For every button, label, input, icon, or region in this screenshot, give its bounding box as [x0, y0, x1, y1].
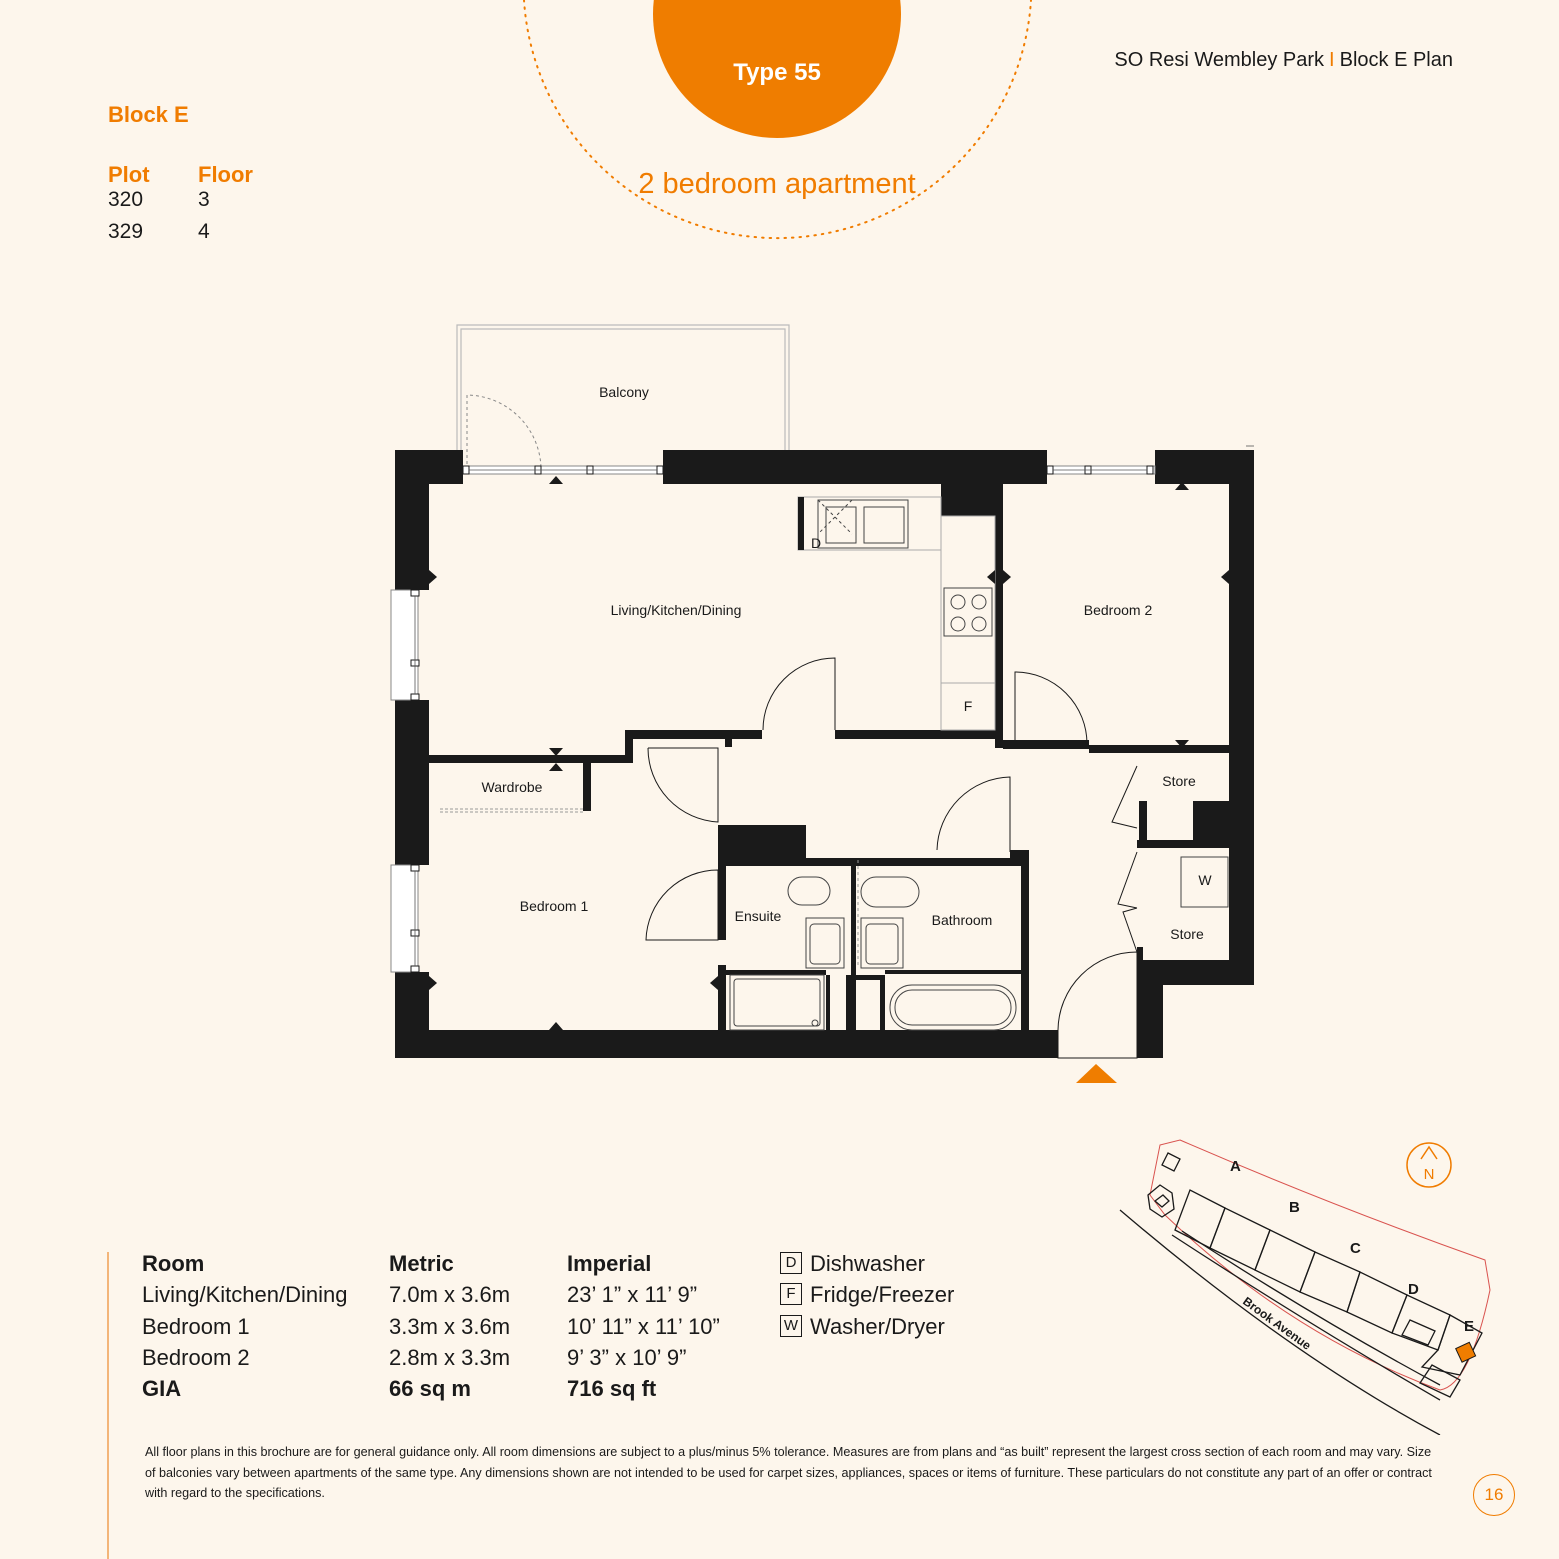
- appliance-mark-dishwasher: D: [810, 535, 822, 551]
- table-cell-imperial: 9’ 3” x 10’ 9”: [567, 1345, 687, 1370]
- building-blocks: [1120, 1153, 1482, 1435]
- plan-name: Block E Plan: [1339, 49, 1453, 71]
- key-label: Fridge/Freezer: [810, 1282, 955, 1307]
- room-label-store: Store: [1170, 926, 1204, 942]
- balcony-door-swing: [467, 395, 541, 470]
- room-label-bathroom: Bathroom: [931, 912, 993, 928]
- type-label: Type 55: [733, 59, 821, 86]
- plot-cell: 320: [108, 188, 144, 211]
- north-arrow-icon: [1407, 1143, 1451, 1187]
- key-item: [780, 1282, 954, 1308]
- key-item: [780, 1251, 925, 1277]
- table-total-imperial: 716 sq ft: [567, 1376, 657, 1401]
- key-label: Dishwasher: [810, 1251, 925, 1276]
- table-total-metric: 66 sq m: [389, 1376, 471, 1401]
- header-separator: I: [1329, 49, 1335, 71]
- block-title: Block E: [108, 102, 189, 127]
- appliance-mark-fridge: F: [963, 698, 973, 714]
- development-name: SO Resi Wembley Park: [1114, 49, 1325, 71]
- table-cell-room: Bedroom 2: [142, 1345, 250, 1370]
- entrance-arrow: [1076, 1064, 1117, 1083]
- floor-cell: 3: [198, 188, 210, 211]
- table-header-room: Room: [142, 1251, 205, 1276]
- table-cell-metric: 7.0m x 3.6m: [389, 1282, 511, 1307]
- site-plan: [1110, 1135, 1510, 1435]
- table-cell-room: Bedroom 1: [142, 1314, 250, 1339]
- table-header-metric: Metric: [389, 1251, 454, 1276]
- site-highlight: [1456, 1342, 1476, 1362]
- disclaimer: All floor plans in this brochure are for general guidance only. All room dimensions are subject to a plus/minus 5% tolerance. Measures are from plans and “as built” represent the largest cross section of each room and may vary. Size of balconies vary between apartments of the same type. Any dimensions shown are not intended to be used for carpet sizes, appliances, spaces or items of furniture. These particulars do not constitute any part of an offer or contract with regard to the specifications.: [145, 1445, 1432, 1500]
- page-number: 16: [1473, 1474, 1515, 1516]
- table-cell-imperial: 23’ 1” x 11’ 9”: [567, 1282, 698, 1307]
- room-label-store: Store: [1162, 773, 1196, 789]
- appliance-mark-washer: W: [1198, 872, 1212, 888]
- site-block-label: E: [1464, 1318, 1475, 1335]
- key-code: F: [780, 1283, 802, 1305]
- room-label-balcony: Balcony: [599, 384, 649, 400]
- room-label-bedroom1: Bedroom 1: [519, 898, 589, 914]
- room-label-living: Living/Kitchen/Dining: [610, 602, 742, 618]
- floor-header: Floor: [198, 162, 253, 187]
- windows: [391, 466, 1155, 972]
- kitchen-sink: [818, 500, 908, 548]
- kitchen-units: [798, 497, 995, 730]
- street-label: Brook Avenue: [1240, 1294, 1314, 1353]
- walls: [395, 450, 1254, 1058]
- key-item: [780, 1314, 945, 1340]
- table-cell-metric: 2.8m x 3.3m: [389, 1345, 511, 1370]
- plot-cell: 329: [108, 220, 144, 243]
- table-header-imperial: Imperial: [567, 1251, 652, 1276]
- apartment-subtitle: 2 bedroom apartment: [638, 168, 916, 200]
- hob: [944, 588, 992, 636]
- site-block-label: A: [1230, 1158, 1241, 1175]
- table-cell-metric: 3.3m x 3.6m: [389, 1314, 511, 1339]
- accent-line: [107, 1252, 109, 1559]
- site-boundary: [1150, 1140, 1490, 1390]
- room-label-wardrobe: Wardrobe: [481, 779, 543, 795]
- table-cell-imperial: 10’ 11” x 11’ 10”: [567, 1314, 720, 1339]
- room-label-ensuite: Ensuite: [734, 908, 782, 924]
- site-block-label: D: [1408, 1281, 1419, 1298]
- site-block-label: C: [1350, 1240, 1361, 1257]
- table-total-room: GIA: [142, 1376, 182, 1401]
- plot-header: Plot: [108, 162, 150, 187]
- floor-cell: 4: [198, 220, 210, 243]
- key-label: Washer/Dryer: [810, 1314, 945, 1339]
- key-code: D: [780, 1252, 802, 1274]
- room-label-bedroom2: Bedroom 2: [1083, 602, 1153, 618]
- table-cell-room: Living/Kitchen/Dining: [142, 1282, 348, 1307]
- site-block-label: B: [1289, 1199, 1300, 1216]
- north-label: N: [1423, 1166, 1435, 1183]
- key-code: W: [780, 1315, 802, 1337]
